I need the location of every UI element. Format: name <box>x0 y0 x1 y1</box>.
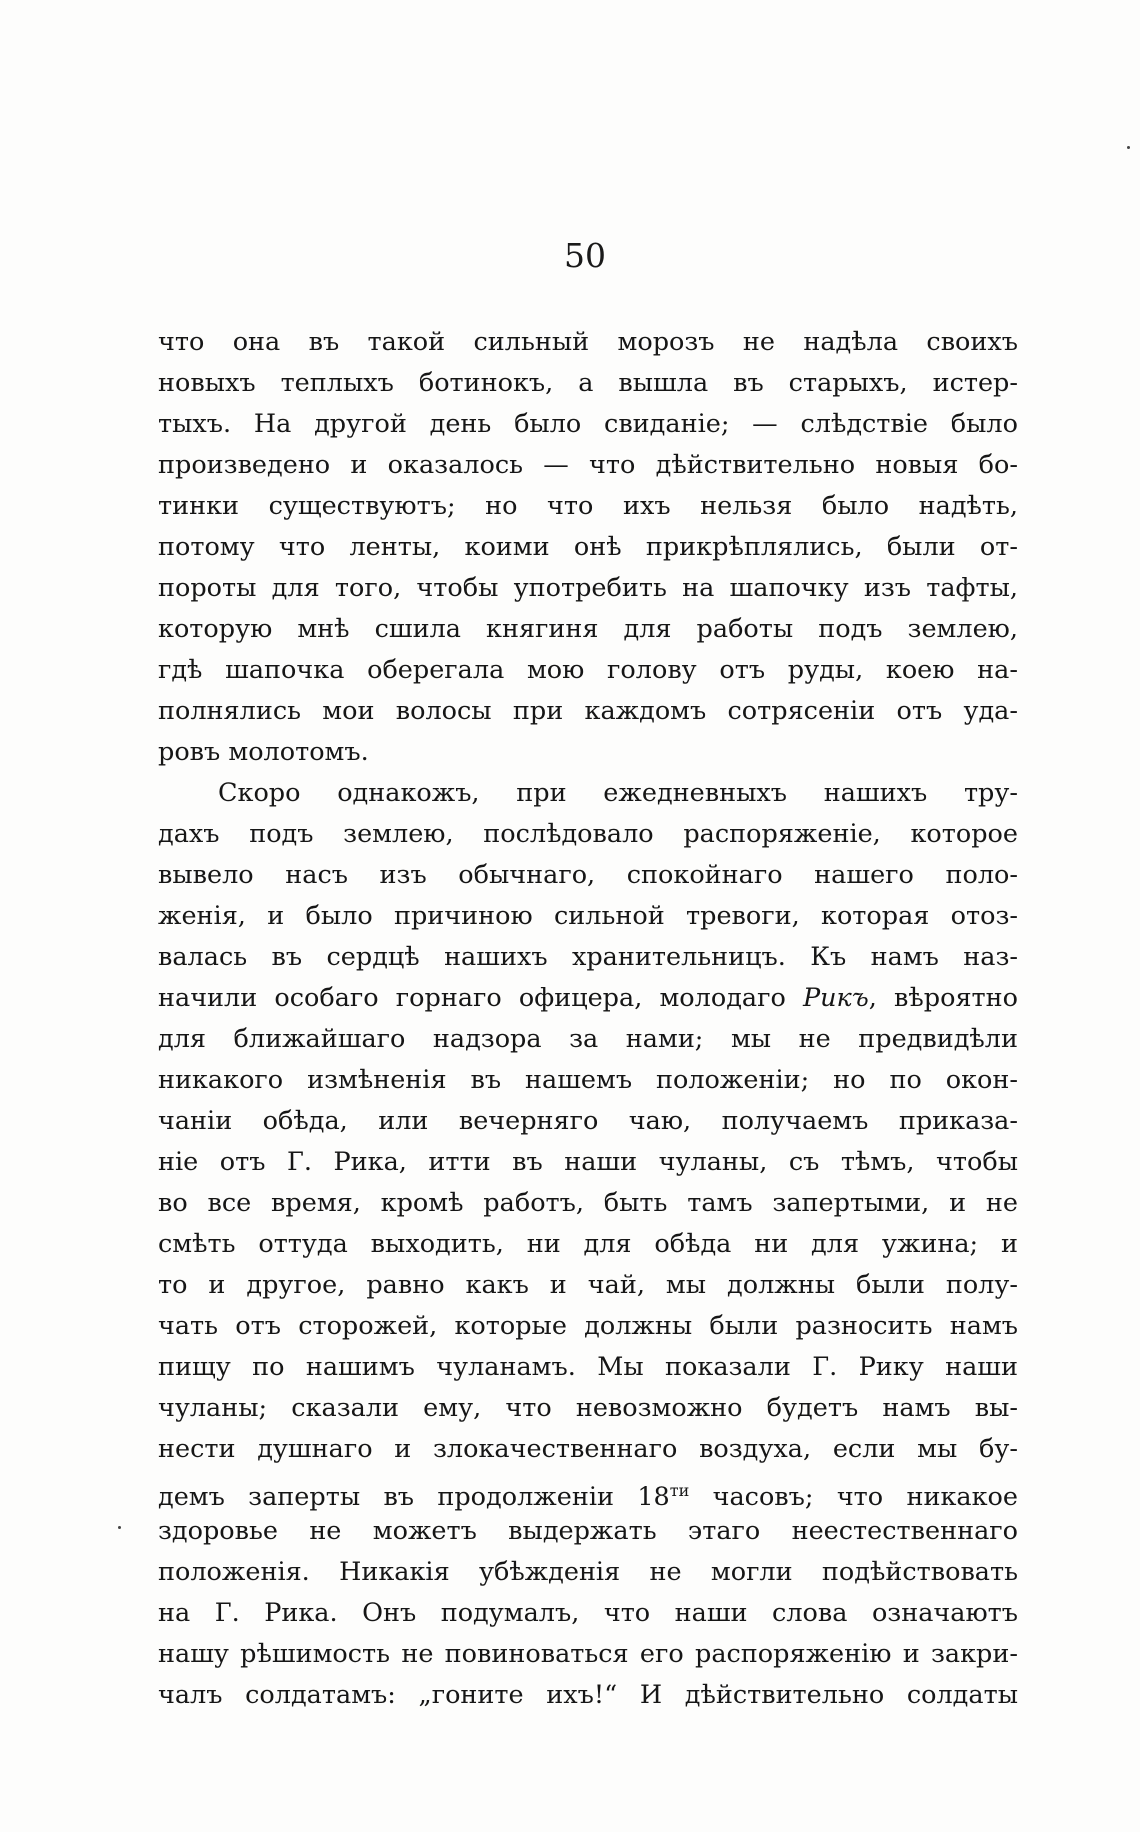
text-line: чать отъ сторожей, которые должны были разносить намъ <box>158 1311 1018 1341</box>
text-line: положенія. Никакія убѣжденія не могли подѣйствовать <box>158 1557 1018 1587</box>
text-line: произведено и оказалось — что дѣйствительно новыя бо- <box>158 450 1018 480</box>
text-line: которую мнѣ сшила княгиня для работы подъ землею, <box>158 614 1018 644</box>
text-line: никакого измѣненія въ нашемъ положеніи; но по окон- <box>158 1065 1018 1095</box>
text-segment: начили особаго горнаго офицера, молодаго <box>158 983 803 1013</box>
text-line: полнялись мои волосы при каждомъ сотрясеніи отъ уда- <box>158 696 1018 726</box>
text-line: вывело насъ изъ обычнаго, спокойнаго нашего поло- <box>158 860 1018 890</box>
text-line-with-superscript <box>158 1470 1018 1511</box>
text-line: здоровье не можетъ выдержать этаго неестественнаго <box>158 1516 1018 1546</box>
text-line: на Г. Рика. Онъ подумалъ, что наши слова означаютъ <box>158 1598 1018 1628</box>
text-segment: , вѣроятно <box>868 983 1018 1013</box>
text-line: смѣть оттуда выходить, ни для обѣда ни для ужина; и <box>158 1229 1018 1259</box>
text-line: пищу по нашимъ чуланамъ. Мы показали Г. Рику наши <box>158 1352 1018 1382</box>
superscript-suffix: ти <box>669 1481 690 1500</box>
text-segment: часовъ; что никакое <box>689 1482 1018 1511</box>
scan-speck <box>118 1526 121 1529</box>
text-line: чалъ солдатамъ: „гоните ихъ!“ И дѣйствительно солдаты <box>158 1680 1018 1710</box>
text-segment: демъ заперты въ продолженіи 18 <box>158 1482 670 1511</box>
italic-name-rik: Рикъ <box>802 983 869 1013</box>
text-line: гдѣ шапочка оберегала мою голову отъ руды, коею на- <box>158 655 1018 685</box>
text-line: нести душнаго и злокачественнаго воздуха, если мы бу- <box>158 1434 1018 1464</box>
text-line: новыхъ теплыхъ ботинокъ, а вышла въ старыхъ, истер- <box>158 368 1018 398</box>
paragraph-start-line: Скоро однакожъ, при ежедневныхъ нашихъ тру- <box>218 778 1018 808</box>
text-line: чуланы; сказали ему, что невозможно будетъ намъ вы- <box>158 1393 1018 1423</box>
text-line: чаніи обѣда, или вечерняго чаю, получаемъ приказа- <box>158 1106 1018 1136</box>
text-line: женія, и было причиною сильной тревоги, которая отоз- <box>158 901 1018 931</box>
paragraph-end-line: ровъ молотомъ. <box>158 737 369 767</box>
text-line: что она въ такой сильный морозъ не надѣла своихъ <box>158 327 1018 357</box>
text-line-with-name <box>158 978 1018 1019</box>
text-line: тинки существуютъ; но что ихъ нельзя было надѣть, <box>158 491 1018 521</box>
page-number: 50 <box>564 236 606 275</box>
text-line: для ближайшаго надзора за нами; мы не предвидѣли <box>158 1024 1018 1054</box>
text-line: нашу рѣшимость не повиноваться его распоряженію и закри- <box>158 1639 1018 1669</box>
text-line: тыхъ. На другой день было свиданіе; — слѣдствіе было <box>158 409 1018 439</box>
page-body-text <box>158 322 1018 1716</box>
text-line: дахъ подъ землею, послѣдовало распоряженіе, которое <box>158 819 1018 849</box>
text-line: пороты для того, чтобы употребить на шапочку изъ тафты, <box>158 573 1018 603</box>
text-line: ніе отъ Г. Рика, итти въ наши чуланы, съ тѣмъ, чтобы <box>158 1147 1018 1177</box>
scan-speck <box>1127 146 1130 149</box>
text-line: во все время, кромѣ работъ, быть тамъ запертыми, и не <box>158 1188 1018 1218</box>
text-line: потому что ленты, коими онѣ прикрѣплялись, были от- <box>158 532 1018 562</box>
text-line: валась въ сердцѣ нашихъ хранительницъ. Къ намъ наз- <box>158 942 1018 972</box>
text-line: то и другое, равно какъ и чай, мы должны были полу- <box>158 1270 1018 1300</box>
